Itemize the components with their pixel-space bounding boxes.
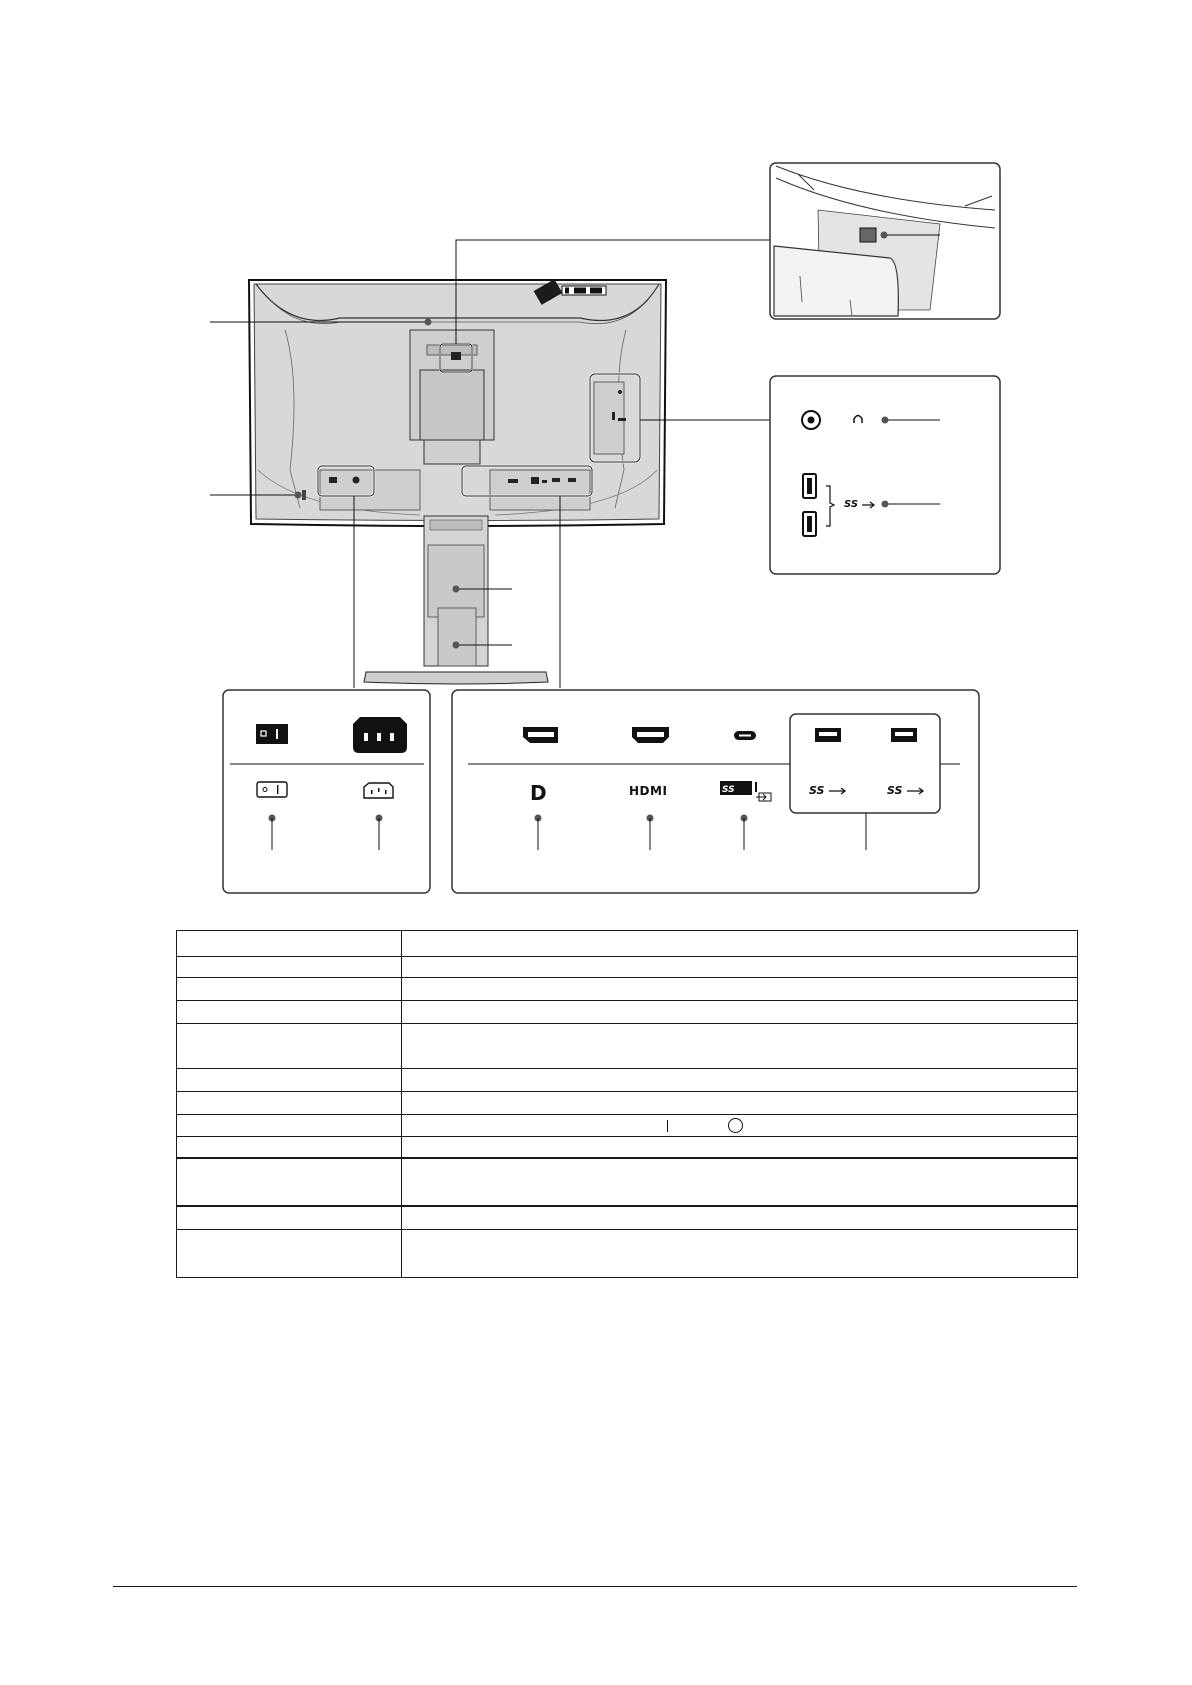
power-detail-inset <box>223 690 430 893</box>
monitor-back-view <box>210 279 666 684</box>
part-description-cell <box>402 931 1078 957</box>
power-off-symbol <box>728 1118 743 1133</box>
part-name-cell <box>177 1001 402 1024</box>
signal-ports-detail-inset <box>452 690 979 893</box>
part-name-cell <box>177 1024 402 1069</box>
part-name-cell <box>177 1137 402 1158</box>
hdmi-logo: HDMI <box>629 784 668 798</box>
side-ports-detail-inset <box>770 376 1000 574</box>
power-on-symbol <box>667 1120 668 1132</box>
part-name-cell <box>177 931 402 957</box>
table-row <box>177 1024 1078 1069</box>
table-row <box>177 957 1078 978</box>
part-description-cell <box>402 1158 1078 1206</box>
table-row <box>177 1206 1078 1230</box>
usb-ss-logo-1: SS <box>809 784 825 797</box>
usb-ss-logo-2: SS <box>887 784 903 797</box>
table-row <box>177 1092 1078 1115</box>
table-row <box>177 1115 1078 1137</box>
table-row <box>177 1158 1078 1206</box>
table-row <box>177 931 1078 957</box>
usb-superspeed-logo: SS <box>844 499 859 510</box>
part-description-cell <box>402 1230 1078 1278</box>
part-name-cell <box>177 1115 402 1137</box>
part-description-cell <box>402 1115 1078 1137</box>
part-name-cell <box>177 1230 402 1278</box>
part-description-cell <box>402 957 1078 978</box>
part-name-cell <box>177 957 402 978</box>
table-row <box>177 1069 1078 1092</box>
displayport-logo: D <box>530 781 547 805</box>
part-description-cell <box>402 1206 1078 1230</box>
sensor-icon <box>860 228 876 242</box>
part-description-cell <box>402 1092 1078 1115</box>
parts-table <box>176 930 1078 1278</box>
part-description-cell <box>402 978 1078 1001</box>
power-switch-symbol <box>257 782 287 797</box>
part-name-cell <box>177 1069 402 1092</box>
part-name-cell <box>177 1206 402 1230</box>
table-row <box>177 1001 1078 1024</box>
sensor-detail-inset <box>770 163 1000 319</box>
part-description-cell <box>402 1001 1078 1024</box>
table-row <box>177 978 1078 1001</box>
part-name-cell <box>177 1092 402 1115</box>
part-description-cell <box>402 1024 1078 1069</box>
stand-base <box>364 672 548 684</box>
part-description-cell <box>402 1137 1078 1158</box>
part-name-cell <box>177 1158 402 1206</box>
security-slot <box>302 490 306 500</box>
footer-rule <box>113 1586 1077 1587</box>
part-description-cell <box>402 1069 1078 1092</box>
svg-text:SS: SS <box>722 785 735 795</box>
table-row <box>177 1137 1078 1158</box>
table-row <box>177 1230 1078 1278</box>
part-name-cell <box>177 978 402 1001</box>
